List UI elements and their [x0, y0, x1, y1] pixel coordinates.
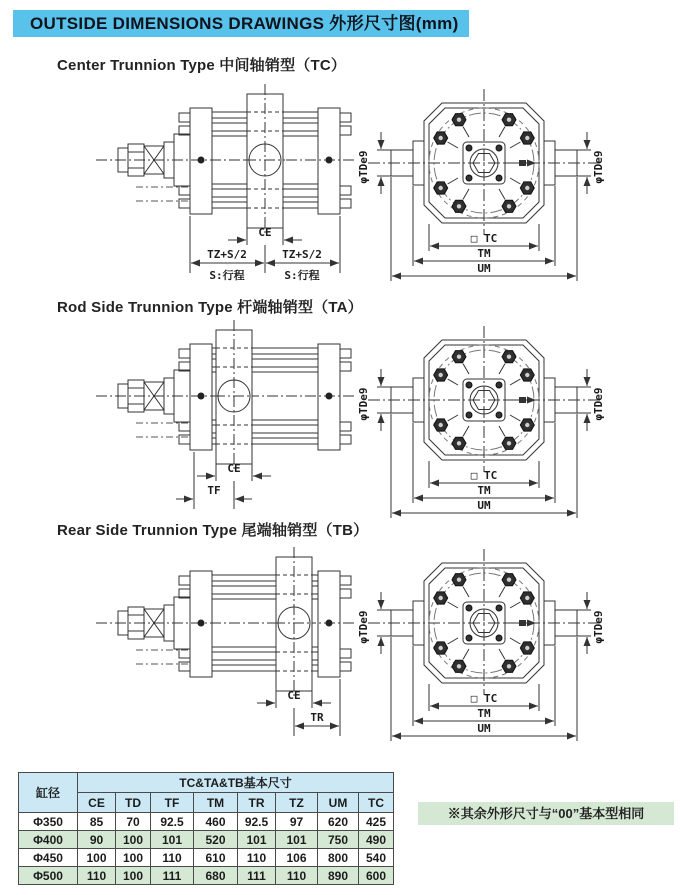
side-view-center-trunnion	[90, 82, 360, 292]
table-cell: 111	[238, 867, 276, 885]
table-cell: 106	[276, 849, 318, 867]
trunnion-block-center	[245, 84, 285, 236]
column-header-tf: TF	[151, 793, 194, 813]
dim-label-ce: CE	[258, 226, 272, 239]
column-header-tz: TZ	[276, 793, 318, 813]
table-cell: 97	[276, 813, 318, 831]
table-cell: 540	[359, 849, 394, 867]
column-header-tc: TC	[359, 793, 394, 813]
trunnion-block-rod-side	[214, 320, 254, 472]
table-cell: 680	[194, 867, 238, 885]
dimensions-table	[18, 772, 394, 885]
column-header-bore: 缸径	[19, 773, 78, 813]
table-group-header: TC&TA&TB基本尺寸	[78, 773, 394, 793]
table-cell: 101	[276, 831, 318, 849]
bore-cell: Φ500	[19, 867, 78, 885]
trunnion-block-rear-side	[274, 547, 314, 699]
dim-label-tz-right: TZ+S/2	[282, 248, 322, 261]
dim-ce	[197, 462, 271, 481]
table-row	[19, 867, 394, 885]
table-cell: 110	[238, 849, 276, 867]
table-cell: 620	[318, 813, 359, 831]
table-cell: 100	[78, 849, 116, 867]
dim-label-stroke-left: S:行程	[209, 269, 245, 282]
table-cell: 110	[78, 867, 116, 885]
table-cell: 85	[78, 813, 116, 831]
section-title-tc: Center Trunnion Type 中间轴销型（TC）	[57, 57, 347, 74]
table-row	[19, 849, 394, 867]
bore-cell: Φ350	[19, 813, 78, 831]
section-title-tb: Rear Side Trunnion Type 尾端轴销型（TB）	[57, 522, 369, 539]
dim-label-stroke-right: S:行程	[284, 269, 320, 282]
bore-cell: Φ450	[19, 849, 78, 867]
dim-ce	[228, 226, 302, 245]
table-cell: 92.5	[151, 813, 194, 831]
side-view-rear-side-trunnion	[90, 545, 360, 755]
table-cell: 750	[318, 831, 359, 849]
column-header-tm: TM	[194, 793, 238, 813]
table-cell: 890	[318, 867, 359, 885]
dim-label-ce: CE	[227, 462, 241, 475]
dim-label-tz-left: TZ+S/2	[207, 248, 247, 261]
dim-label-ce: CE	[287, 689, 301, 702]
end-view-ta	[354, 322, 614, 520]
table-cell: 101	[151, 831, 194, 849]
table-cell: 600	[359, 867, 394, 885]
dim-ce	[257, 689, 331, 708]
table-cell: 70	[116, 813, 151, 831]
end-view-tb	[354, 545, 614, 743]
table-cell: 100	[116, 867, 151, 885]
table-cell: 100	[116, 831, 151, 849]
table-row	[19, 813, 394, 831]
page-header-banner	[13, 10, 469, 37]
column-header-ce: CE	[78, 793, 116, 813]
table-cell: 800	[318, 849, 359, 867]
side-view-rod-side-trunnion	[90, 318, 360, 528]
table-cell: 110	[276, 867, 318, 885]
dim-label-tr: TR	[310, 711, 324, 724]
bore-cell: Φ400	[19, 831, 78, 849]
column-header-td: TD	[116, 793, 151, 813]
footnote	[418, 802, 674, 825]
footnote-text: ※其余外形尺寸与“00”基本型相同	[447, 806, 645, 821]
table-cell: 92.5	[238, 813, 276, 831]
table-cell: 101	[238, 831, 276, 849]
table-cell: 90	[78, 831, 116, 849]
end-view-tc	[354, 85, 614, 283]
table-cell: 460	[194, 813, 238, 831]
table-cell: 425	[359, 813, 394, 831]
dim-label-tf: TF	[207, 484, 221, 497]
section-title-ta: Rod Side Trunnion Type 杆端轴销型（TA）	[57, 299, 363, 316]
table-cell: 520	[194, 831, 238, 849]
table-cell: 110	[151, 849, 194, 867]
table-cell: 100	[116, 849, 151, 867]
table-row	[19, 831, 394, 849]
table-cell: 111	[151, 867, 194, 885]
table-cell: 490	[359, 831, 394, 849]
column-header-um: UM	[318, 793, 359, 813]
column-header-tr: TR	[238, 793, 276, 813]
page-title: OUTSIDE DIMENSIONS DRAWINGS 外形尺寸图(mm)	[30, 14, 459, 33]
table-cell: 610	[194, 849, 238, 867]
